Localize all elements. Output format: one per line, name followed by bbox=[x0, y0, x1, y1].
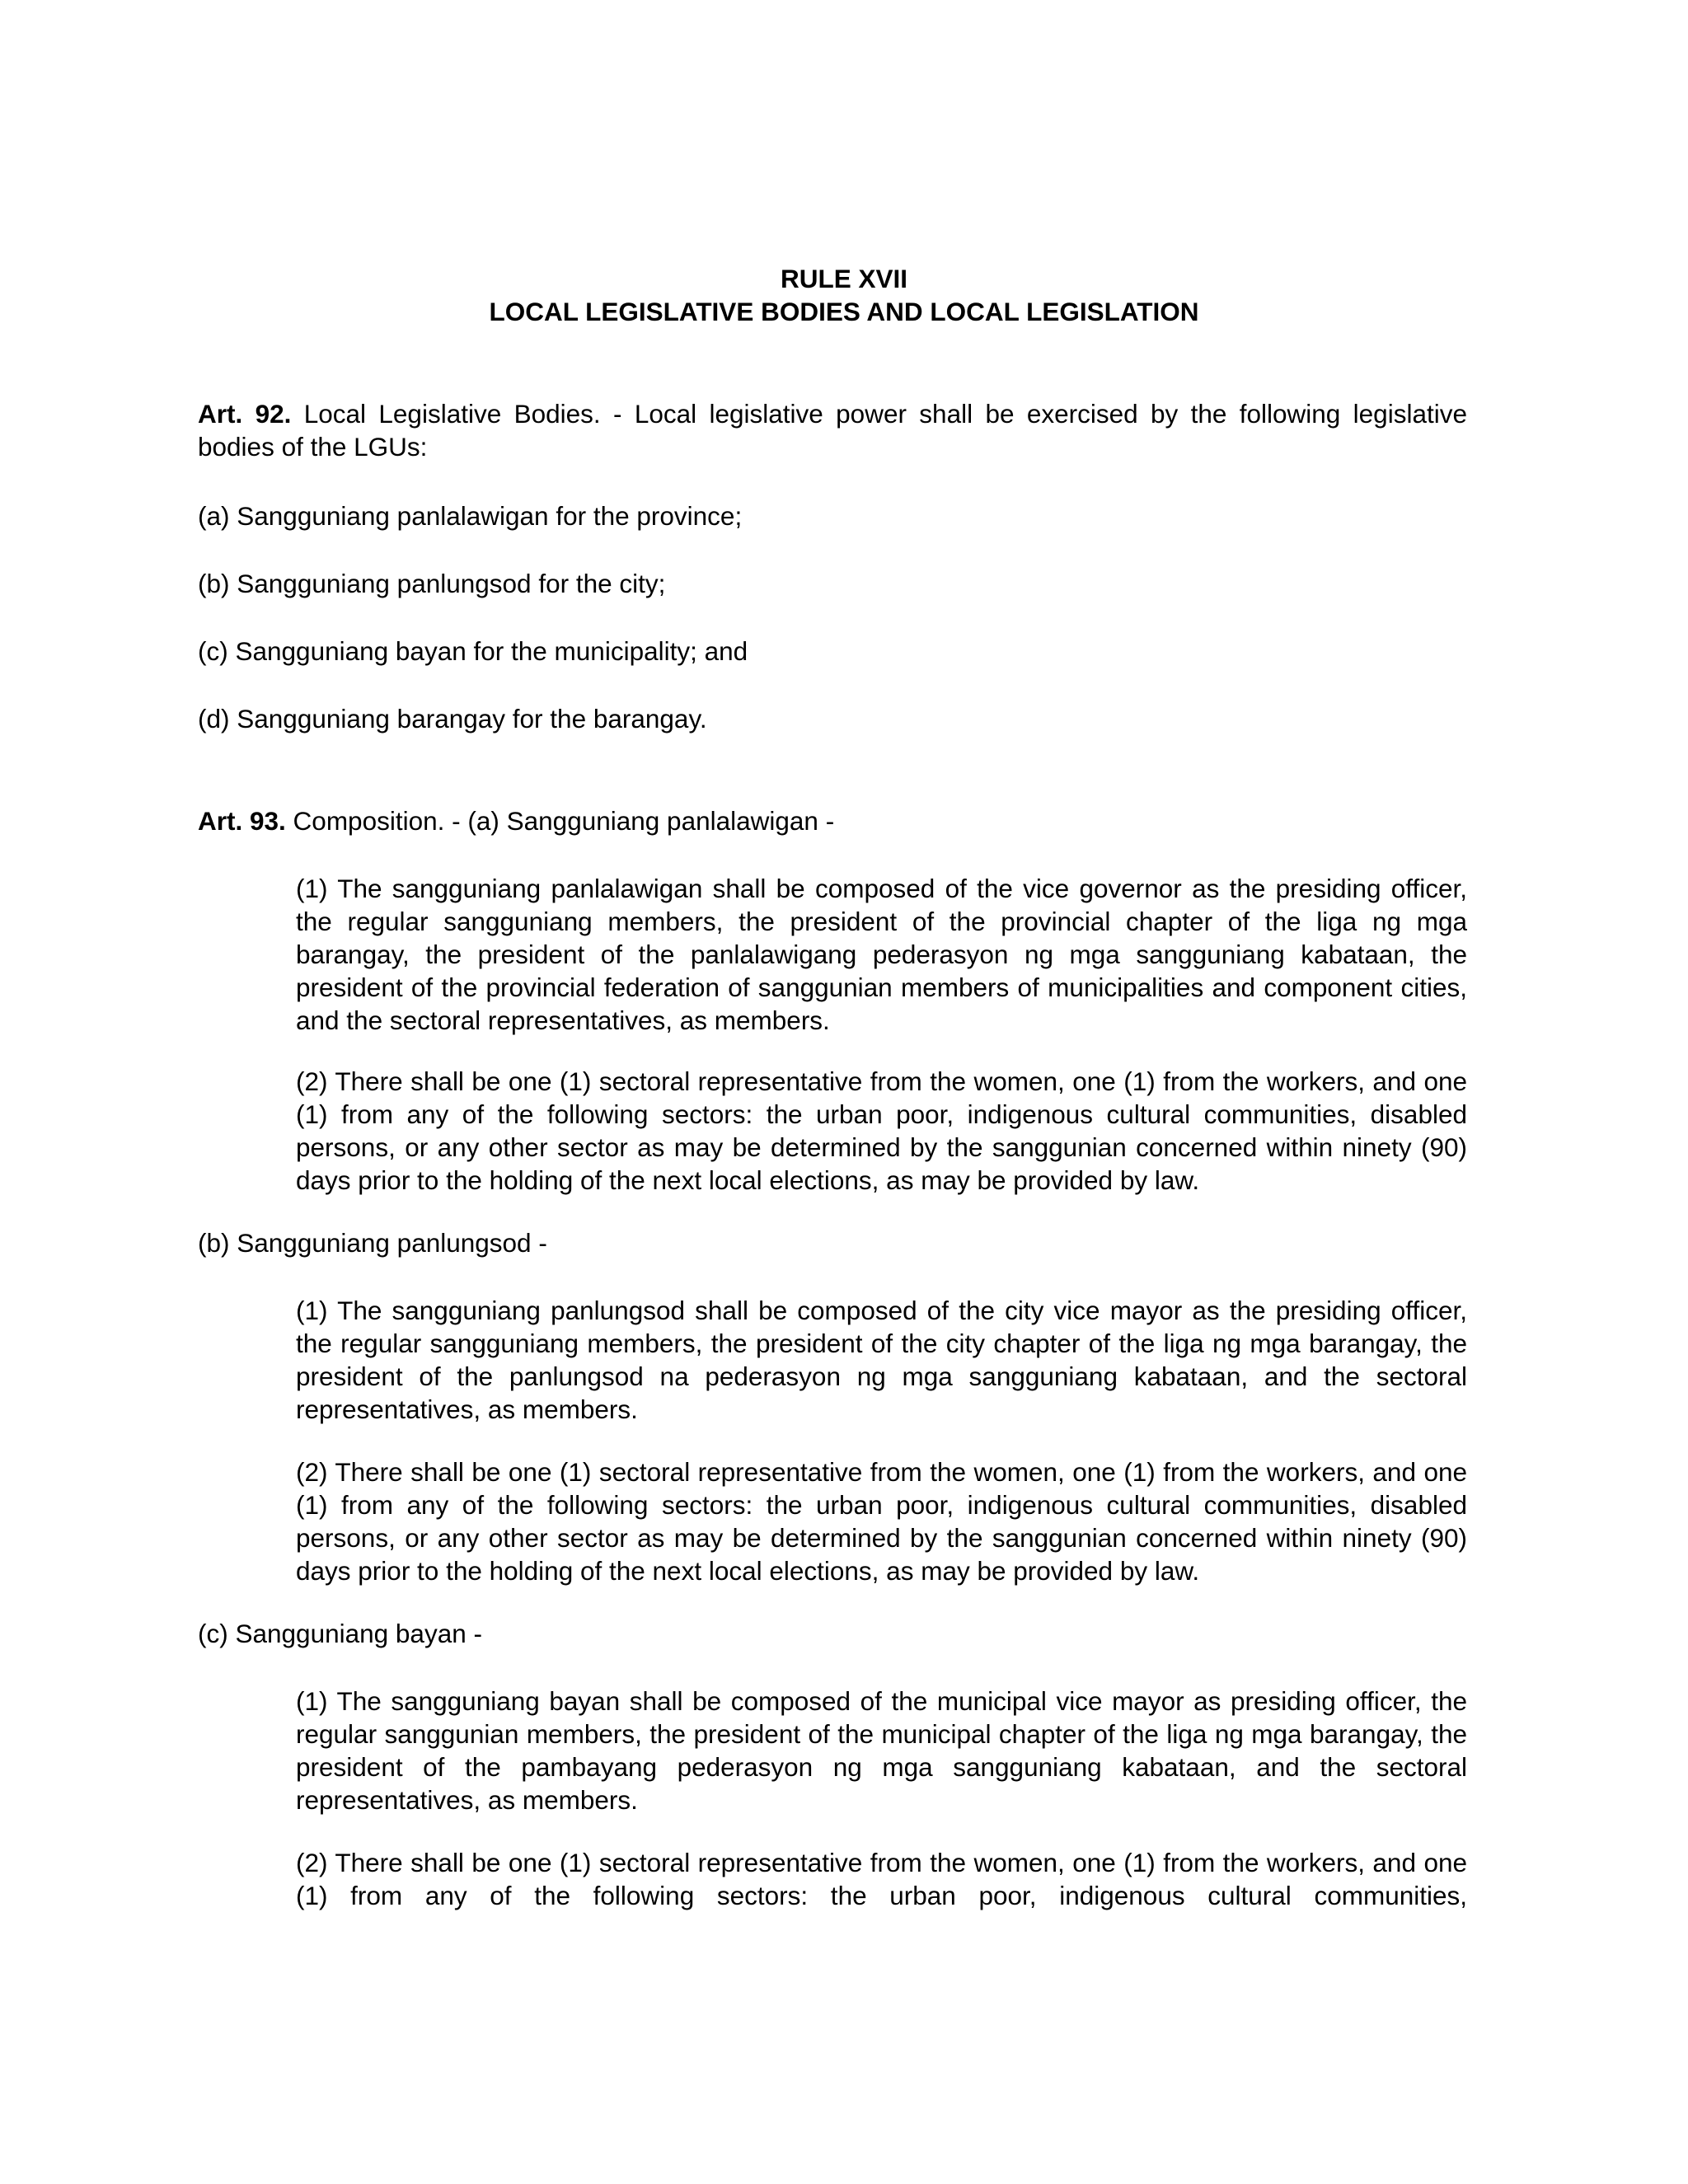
art-93-paragraph bbox=[198, 804, 1467, 837]
art-92-item-b: (b) Sangguniang panlungsod for the city; bbox=[198, 569, 666, 598]
art-93-a-clause-1: (1) The sangguniang panlalawigan shall be composed of the vice governor as the presiding officer, the regular sangguniang members, the president of the provincial chapter of the liga ng mga barangay, the president of the panlalawigang pederasyon ng mga sangguniang kabataan, the president of the provincial federation of sanggunian members of municipalities and component cities, and the sectoral representatives, as members. bbox=[296, 874, 1467, 1035]
art-92-text: Local Legislative Bodies. - Local legislative power shall be exercised by the following legislative bodies of the LGUs: bbox=[198, 399, 1467, 462]
art-93-a-clause-2: (2) There shall be one (1) sectoral representative from the women, one (1) from the workers, and one (1) from any of the following sectors: the urban poor, indigenous cultural communities, disabled persons, or any other sector as may be determined by the sanggunian concerned within ninety (90) days prior to the holding of the next local elections, as may be provided by law. bbox=[296, 1066, 1467, 1195]
art-93-b-clause-2: (2) There shall be one (1) sectoral representative from the women, one (1) from the workers, and one (1) from any of the following sectors: the urban poor, indigenous cultural communities, disabled persons, or any other sector as may be determined by the sanggunian concerned within ninety (90) days prior to the holding of the next local elections, as may be provided by law. bbox=[296, 1457, 1467, 1586]
art-92-label: Art. 92. bbox=[198, 399, 292, 429]
art-92-item-a: (a) Sangguniang panlalawigan for the province; bbox=[198, 501, 743, 531]
art-93-c-clause-2: (2) There shall be one (1) sectoral representative from the women, one (1) from the workers, and one (1) from any of the following sectors: the urban poor, indigenous cultural communities, bbox=[296, 1848, 1467, 1910]
art-93-label: Art. 93. bbox=[198, 806, 286, 836]
rule-number: RULE XVII bbox=[780, 264, 908, 293]
art-93-text: Composition. - (a) Sangguniang panlalawigan - bbox=[285, 806, 835, 836]
art-93-b-clause-1: (1) The sangguniang panlungsod shall be composed of the city vice mayor as the presiding officer, the regular sangguniang members, the president of the city chapter of the liga ng mga barangay, the president of the panlungsod na pederasyon ng mga sangguniang kabataan, and the sectoral representatives, as members. bbox=[296, 1296, 1467, 1424]
art-92-item-d: (d) Sangguniang barangay for the barangay. bbox=[198, 704, 707, 733]
art-92-item-c: (c) Sangguniang bayan for the municipality; and bbox=[198, 636, 748, 666]
art-93-b-heading: (b) Sangguniang panlungsod - bbox=[198, 1228, 547, 1258]
art-93-c-clause-1: (1) The sangguniang bayan shall be composed of the municipal vice mayor as presiding officer, the regular sanggunian members, the president of the municipal chapter of the liga ng mga barangay, the president of the pambayang pederasyon ng mga sangguniang kabataan, and the sectoral representatives, as members. bbox=[296, 1686, 1467, 1815]
art-93-c-heading: (c) Sangguniang bayan - bbox=[198, 1619, 482, 1648]
rule-title: LOCAL LEGISLATIVE BODIES AND LOCAL LEGISLATION bbox=[489, 297, 1199, 326]
art-92-paragraph bbox=[198, 397, 1467, 463]
